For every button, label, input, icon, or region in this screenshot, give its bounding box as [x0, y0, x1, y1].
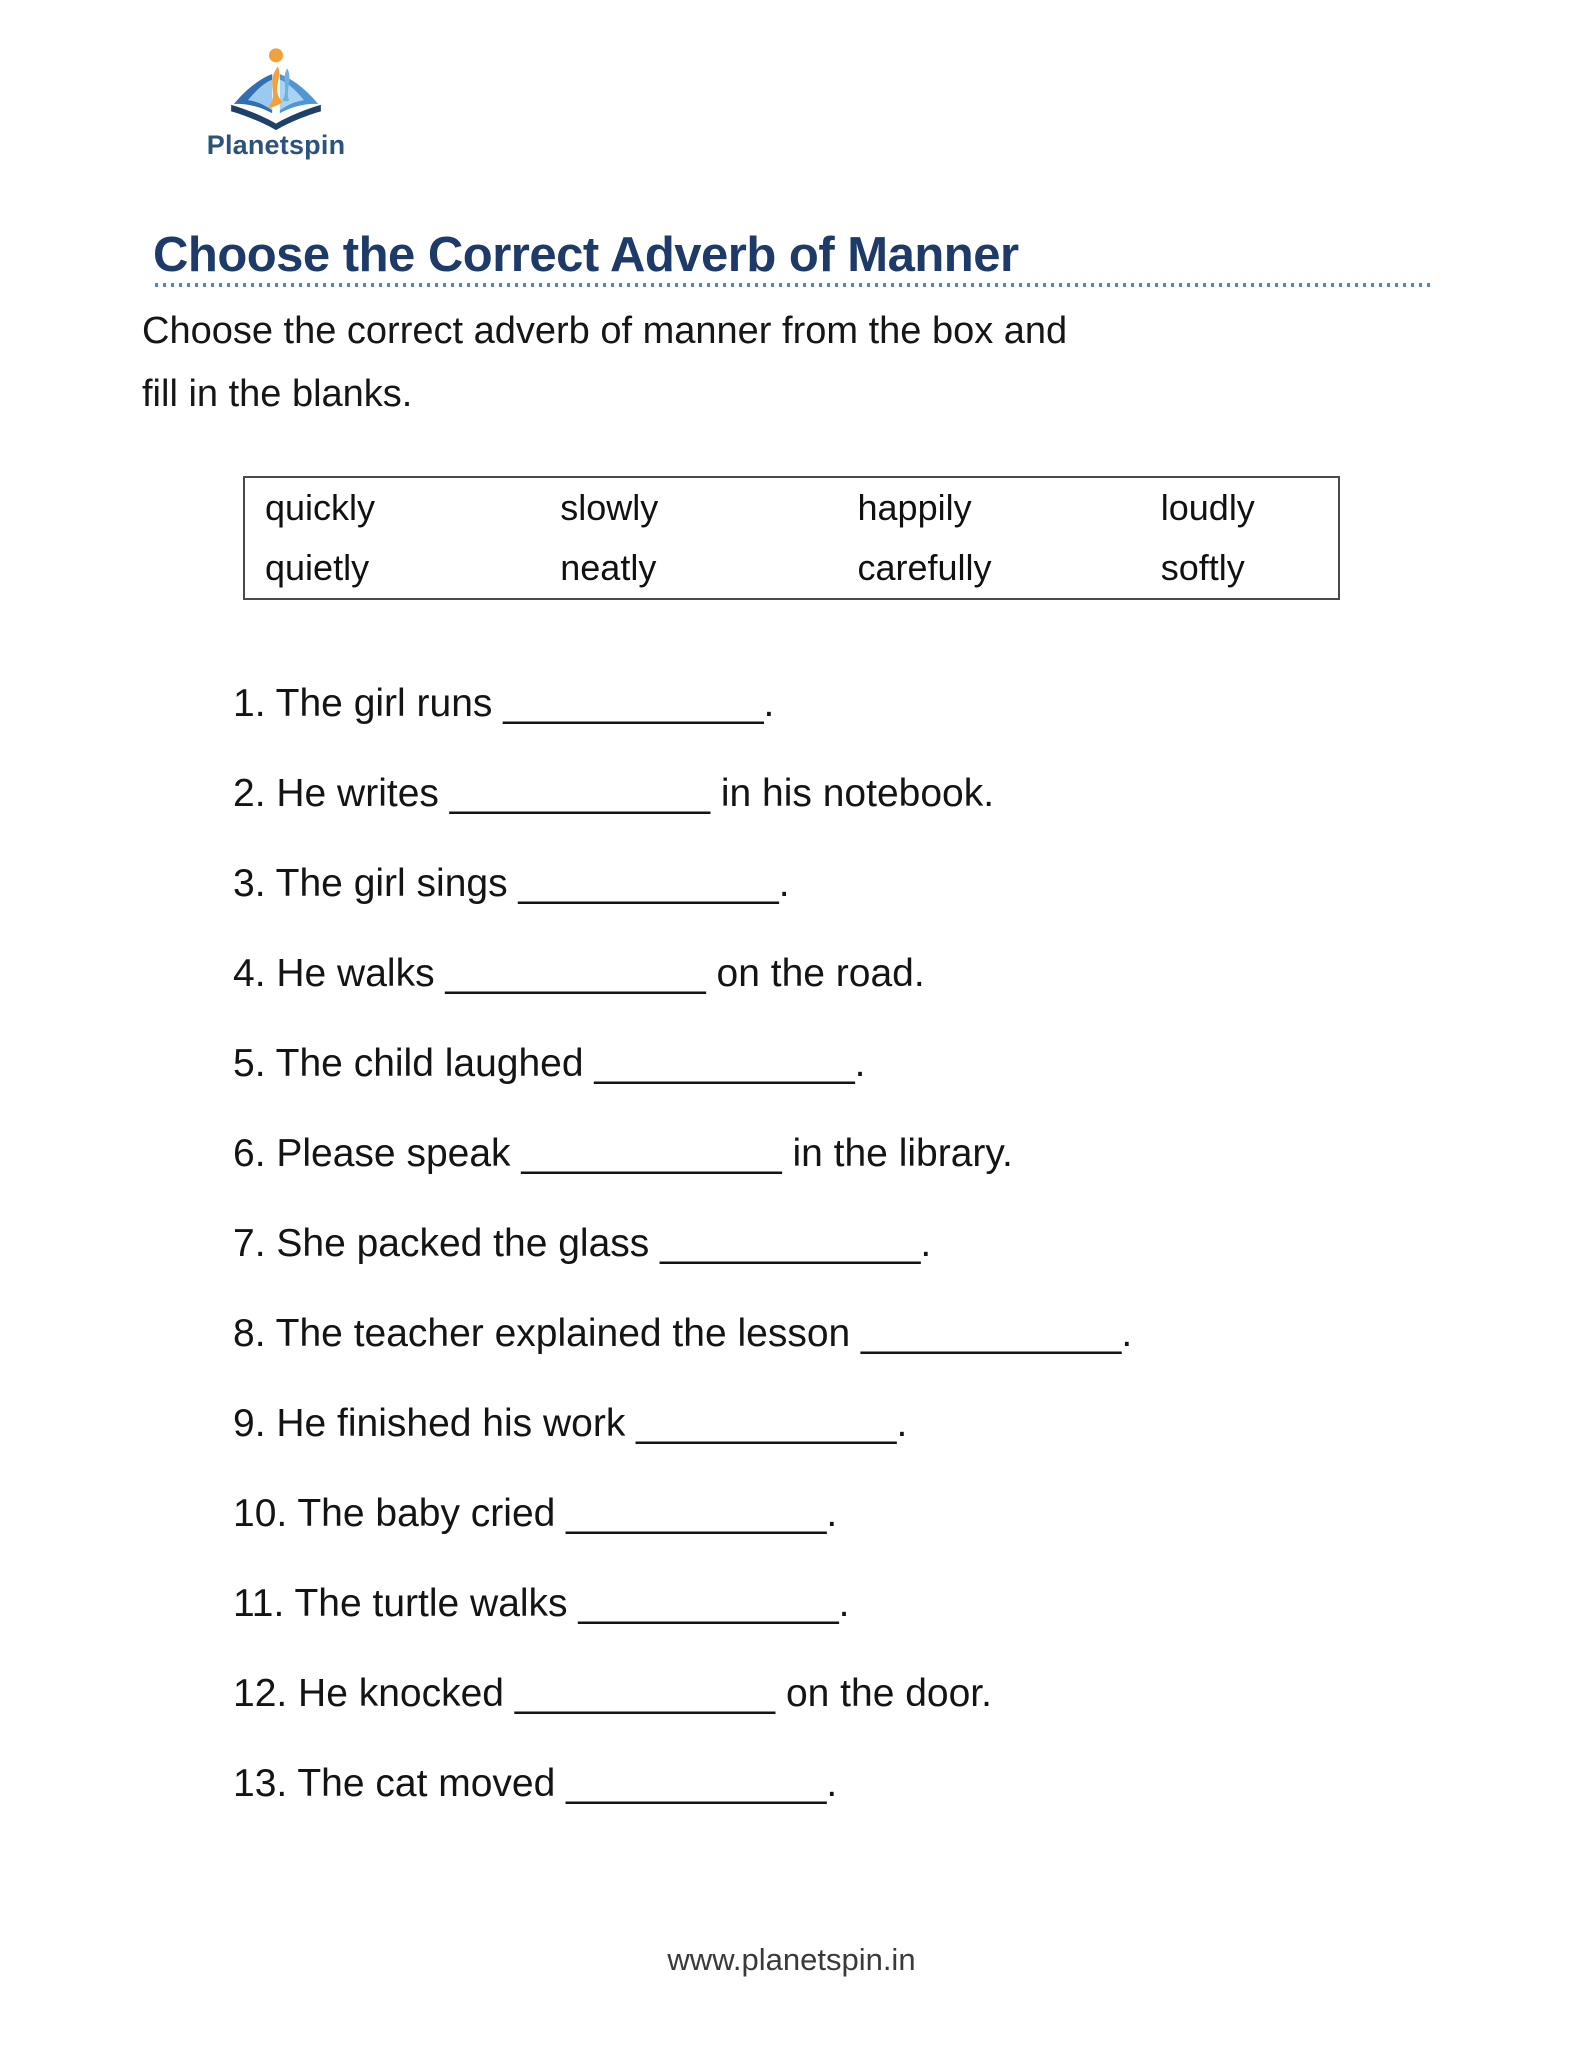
sentence-item: 9. He finished his work ____________. [233, 1402, 908, 1445]
word-bank-word: slowly [560, 487, 659, 528]
word-bank-word: quickly [265, 487, 376, 528]
sentence-item: 3. The girl sings ____________. [233, 862, 790, 905]
word-bank-box [243, 476, 1340, 600]
word-bank-word: happily [857, 487, 972, 528]
word-bank-word: carefully [857, 547, 992, 588]
sentence-item: 12. He knocked ____________ on the door. [233, 1672, 992, 1715]
planetspin-logo-icon [228, 46, 324, 132]
sentence-item: 8. The teacher explained the lesson ____________. [233, 1312, 1133, 1355]
instructions [142, 300, 1192, 426]
page-title: Choose the Correct Adverb of Manner [153, 227, 1019, 282]
word-bank-word: softly [1160, 547, 1245, 588]
brand-name: Planetspin [206, 130, 346, 160]
sentence-item: 13. The cat moved ____________. [233, 1762, 838, 1805]
sentence-item: 4. He walks ____________ on the road. [233, 952, 925, 995]
sentence-item: 11. The turtle walks ____________. [233, 1582, 850, 1625]
sentence-item: 7. She packed the glass ____________. [233, 1222, 932, 1265]
title-divider [155, 283, 1433, 287]
footer-url: www.planetspin.in [667, 1942, 916, 1977]
word-bank-word: neatly [560, 547, 657, 588]
word-bank-word: quietly [265, 547, 370, 588]
instructions-line-2: fill in the blanks. [142, 373, 413, 415]
sentence-item: 5. The child laughed ____________. [233, 1042, 866, 1085]
sentence-item: 6. Please speak ____________ in the library. [233, 1132, 1013, 1175]
sentence-item: 10. The baby cried ____________. [233, 1492, 838, 1535]
word-bank-word: loudly [1160, 487, 1255, 528]
sentence-item: 1. The girl runs ____________. [233, 682, 775, 725]
instructions-line-1: Choose the correct adverb of manner from the box and [142, 310, 1068, 352]
sentence-item: 2. He writes ____________ in his notebook. [233, 772, 995, 815]
sentence-list [233, 680, 1433, 1850]
open-book-icon [228, 46, 324, 132]
